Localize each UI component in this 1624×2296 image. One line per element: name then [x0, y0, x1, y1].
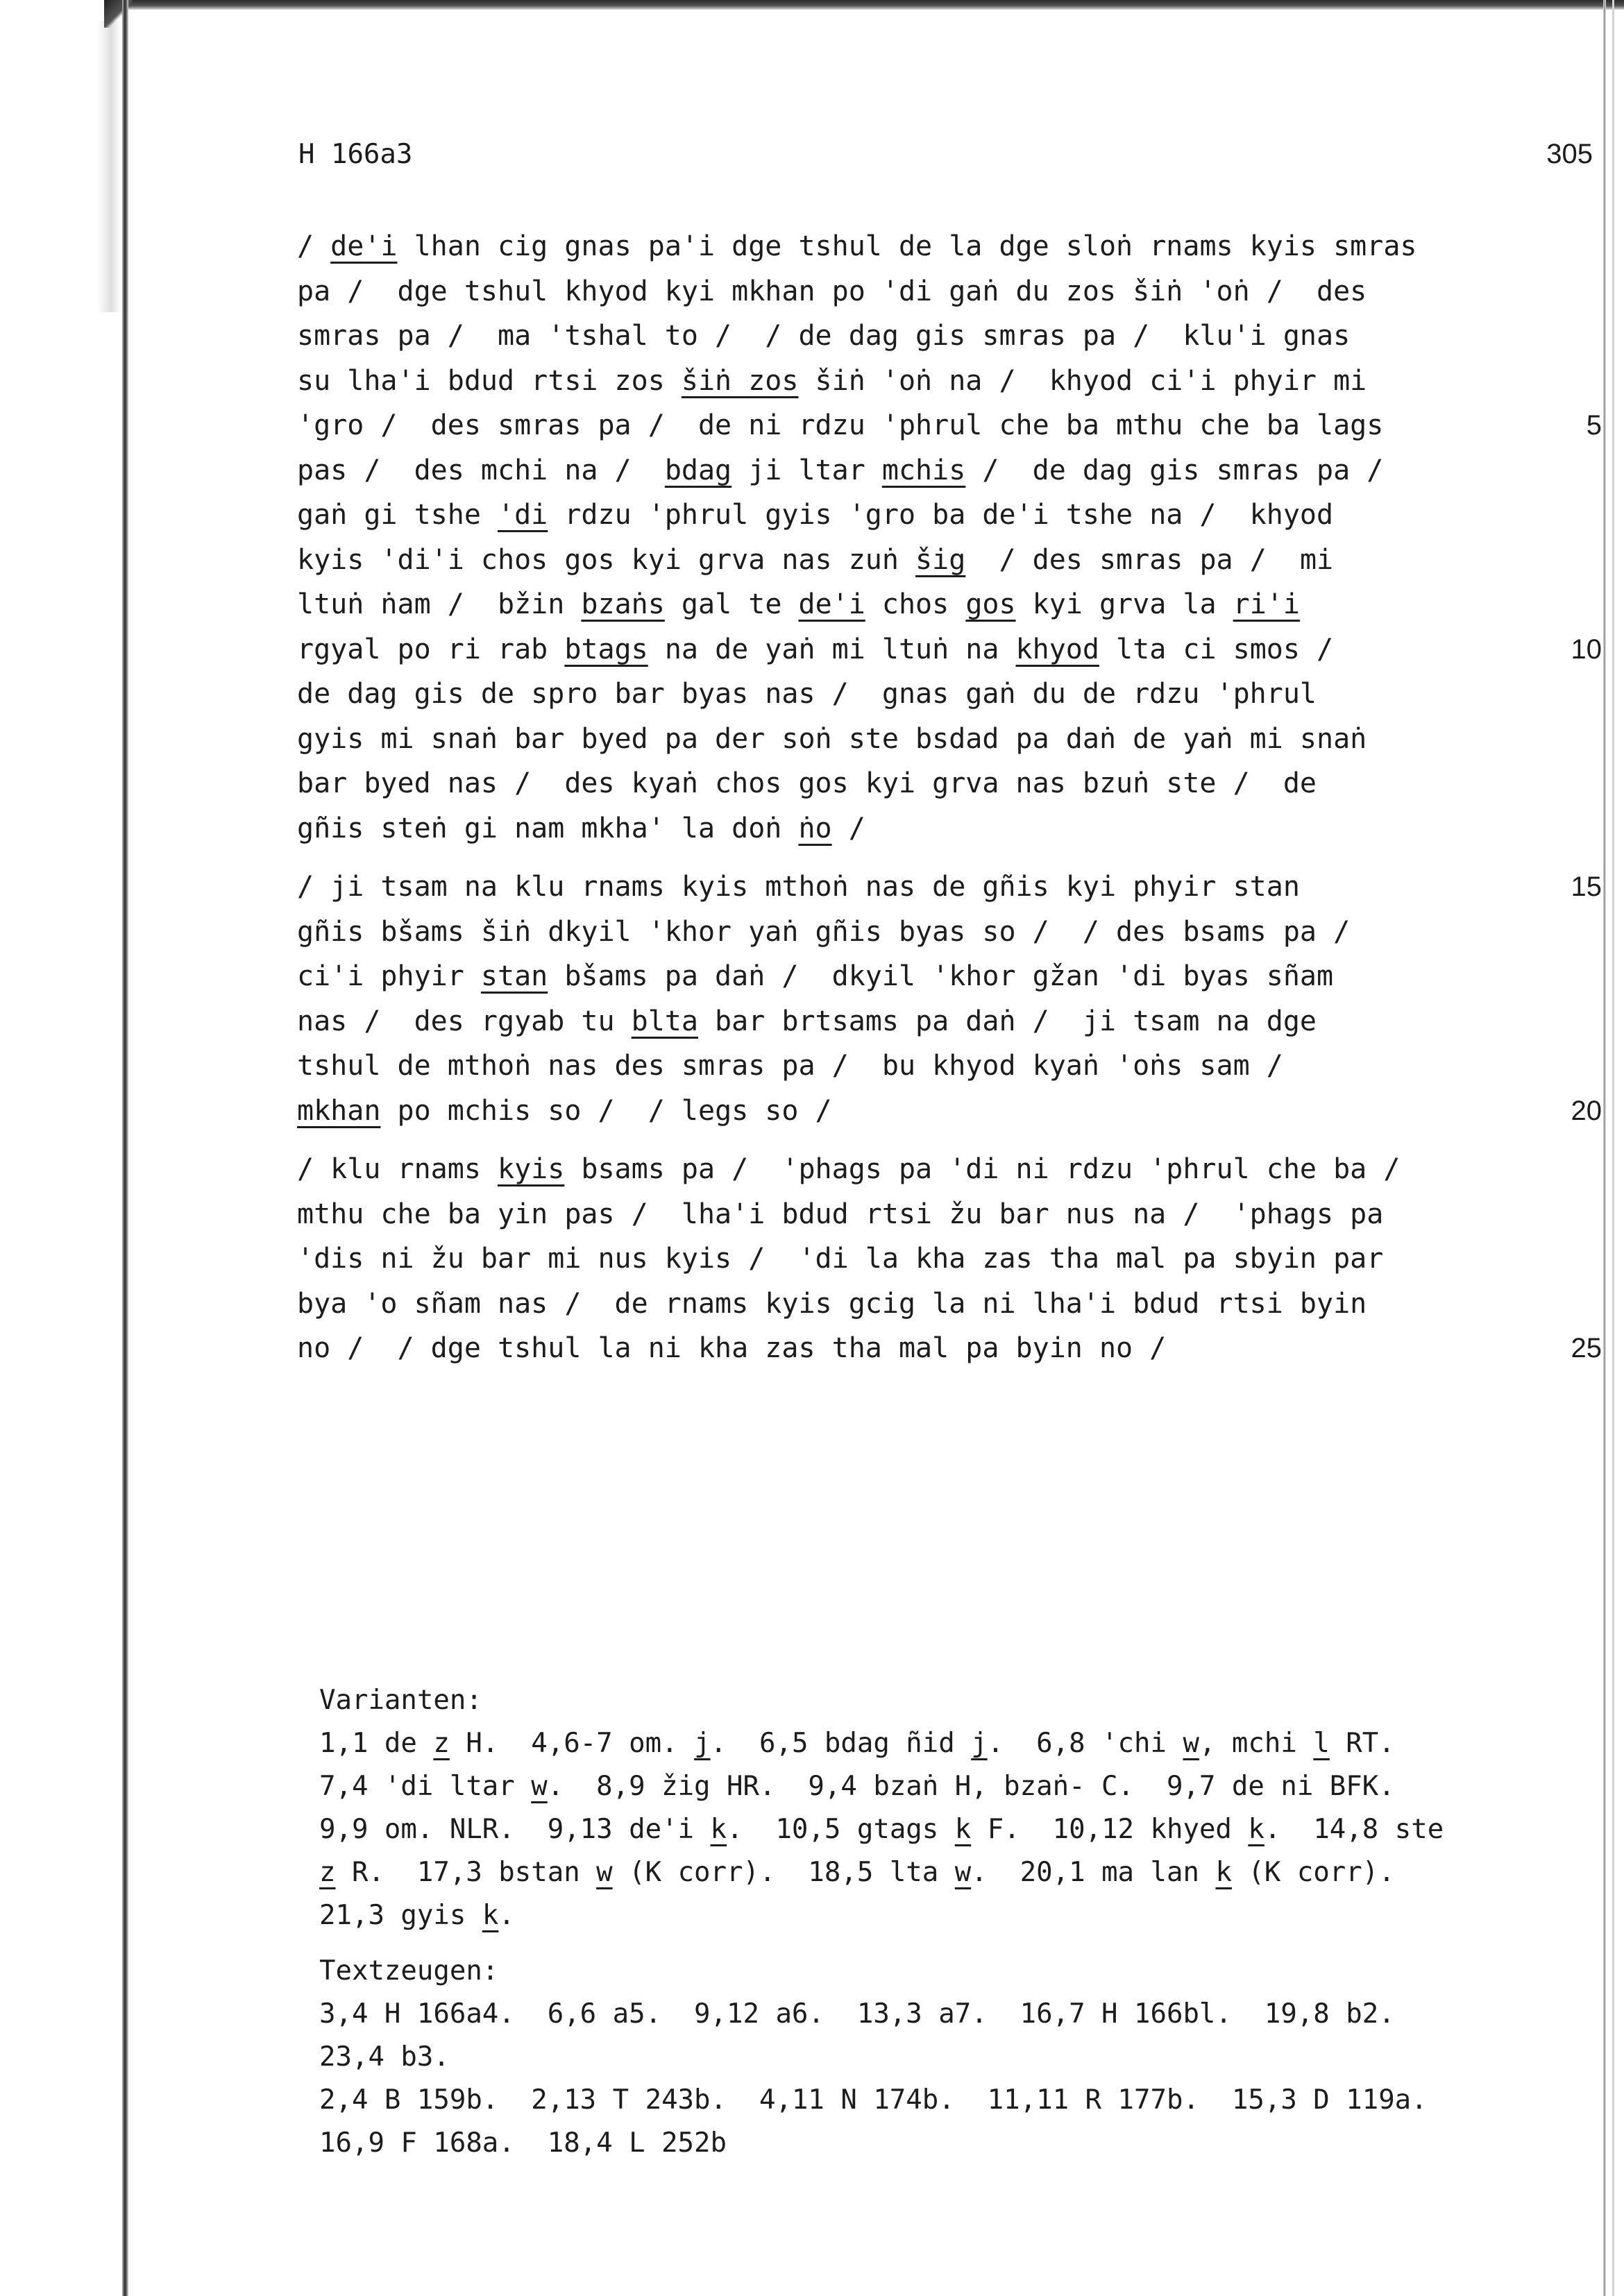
line-number: 5: [1586, 410, 1602, 441]
underlined-word: w: [954, 1857, 972, 1888]
text-run: F. 10,12 khyed: [971, 1814, 1249, 1845]
text-run: / ji tsam na klu rnams kyis mthoṅ nas de gñis kyi phyir stan: [297, 871, 1300, 903]
text-line: [297, 1326, 1602, 1371]
text-run: pas / des mchi na /: [297, 454, 665, 486]
text-run: , mchi: [1199, 1728, 1314, 1759]
underlined-word: w: [531, 1771, 548, 1802]
text-line: [297, 1282, 1519, 1327]
text-run: 23,4 b3.: [319, 2041, 450, 2073]
text-run: kyi grva la: [1015, 588, 1233, 620]
line-number: 15: [1571, 871, 1602, 902]
underlined-word: ri'i: [1233, 588, 1300, 620]
text-run: . 8,9 žig HR. 9,4 bzaṅ H, bzaṅ- C. 9,7 de ni BFK.: [547, 1771, 1395, 1802]
scan-right-edge-outer: [1612, 0, 1614, 2296]
underlined-word: j: [694, 1728, 711, 1759]
apparatus: [319, 1679, 1610, 2165]
text-run: /: [297, 230, 331, 262]
varianten-section: [319, 1679, 1610, 1937]
text-run: bya 'o sñam nas / de rnams kyis gcig la ni lha'i bdud rtsi byin: [297, 1287, 1367, 1320]
text-line: [297, 582, 1519, 627]
text-line: [297, 1089, 1602, 1134]
main-text: [297, 224, 1602, 1371]
text-line: [297, 403, 1602, 448]
text-run: de dag gis de spro bar byas nas / gnas gaṅ du de rdzu 'phrul: [297, 678, 1317, 710]
text-run: 2,4 B 159b. 2,13 T 243b. 4,11 N 174b. 11,11 R 177b. 15,3 D 119a.: [319, 2084, 1428, 2116]
text-run: 1,1 de: [319, 1728, 434, 1759]
note-line: [319, 1894, 1610, 1937]
text-line: [297, 672, 1519, 717]
text-run: no / / dge tshul la ni kha zas tha mal pa byin no /: [297, 1332, 1167, 1364]
note-line: [319, 1851, 1610, 1894]
underlined-word: bzaṅs: [581, 588, 665, 620]
underlined-word: šiṅ zos: [681, 364, 799, 397]
text-line: [297, 865, 1602, 910]
text-line: [297, 493, 1519, 538]
underlined-word: l: [1313, 1728, 1330, 1759]
text-line: [297, 314, 1519, 359]
text-line: [297, 999, 1519, 1044]
scan-top-edge: [104, 0, 1624, 10]
note-line: [319, 1808, 1610, 1851]
text-run: ltuṅ ṅam / bžin: [297, 588, 582, 620]
underlined-word: j: [971, 1728, 988, 1759]
text-line: [297, 1044, 1519, 1089]
underlined-word: z: [319, 1857, 336, 1888]
text-run: . 20,1 ma lan: [971, 1857, 1216, 1888]
text-run: RT.: [1329, 1728, 1395, 1759]
text-run: bšams pa daṅ / dkyil 'khor gžan 'di byas sñam: [548, 960, 1334, 992]
underlined-word: k: [954, 1814, 972, 1845]
text-run: 3,4 H 166a4. 6,6 a5. 9,12 a6. 13,3 a7. 16,7 H 166bl. 19,8 b2.: [319, 1998, 1395, 2030]
text-run: bar brtsams pa daṅ / ji tsam na dge: [697, 1005, 1317, 1037]
textzeugen-section: [319, 1950, 1610, 2165]
scan-left-edge: [122, 0, 128, 2296]
page-header: [298, 139, 1593, 180]
text-run: 'dis ni žu bar mi nus kyis / 'di la kha zas tha mal pa sbyin par: [297, 1243, 1384, 1275]
text-line: [297, 448, 1519, 493]
underlined-word: k: [1248, 1814, 1264, 1845]
text-run: na de yaṅ mi ltuṅ na: [648, 633, 1016, 665]
text-run: 21,3 gyis: [319, 1900, 482, 1931]
text-line: [297, 1192, 1519, 1237]
text-run: lta ci smos /: [1099, 633, 1334, 665]
scan-shadow: [97, 21, 121, 312]
text-run: gñis steṅ gi nam mkha' la doṅ: [297, 812, 799, 844]
folio-reference: H 166a3: [298, 139, 413, 170]
text-run: (K corr).: [1231, 1857, 1395, 1888]
text-run: gal te: [664, 588, 799, 620]
line-number: 25: [1571, 1333, 1602, 1363]
note-line: [319, 2036, 1610, 2079]
underlined-word: mchis: [881, 454, 966, 486]
textzeugen-heading: Textzeugen:: [319, 1955, 499, 1987]
line-number: 20: [1571, 1095, 1602, 1126]
text-run: šiṅ 'oṅ na / khyod ci'i phyir mi: [798, 364, 1367, 397]
text-run: / des smras pa / mi: [965, 543, 1334, 576]
text-run: mthu che ba yin pas / lha'i bdud rtsi žu bar nus na / 'phags pa: [297, 1198, 1384, 1230]
text-run: 16,9 F 168a. 18,4 L 252b: [319, 2127, 727, 2159]
underlined-word: k: [710, 1814, 727, 1845]
text-line: [297, 761, 1519, 806]
underlined-word: de'i: [330, 230, 398, 262]
text-run: lhan cig gnas pa'i dge tshul de la dge sloṅ rnams kyis smras: [397, 230, 1417, 262]
text-run: nas / des rgyab tu: [297, 1005, 632, 1037]
underlined-word: w: [596, 1857, 613, 1888]
underlined-word: bdag: [664, 454, 732, 486]
text-line: [297, 954, 1519, 999]
line-number: 10: [1571, 633, 1602, 665]
text-line: [297, 538, 1519, 583]
text-run: R. 17,3 bstan: [335, 1857, 597, 1888]
text-line: [297, 910, 1519, 955]
underlined-word: šig: [915, 543, 966, 576]
text-run: tshul de mthoṅ nas des smras pa / bu khyod kyaṅ 'oṅs sam /: [297, 1050, 1283, 1082]
underlined-word: ṅo: [798, 812, 832, 844]
underlined-word: z: [433, 1728, 450, 1759]
underlined-word: kyis: [497, 1153, 565, 1185]
underlined-word: khyod: [1015, 633, 1099, 665]
paragraph: [297, 224, 1602, 851]
varianten-heading: Varianten:: [319, 1685, 482, 1716]
underlined-word: w: [1183, 1728, 1199, 1759]
text-line: [297, 1147, 1519, 1192]
text-run: rgyal po ri rab: [297, 633, 565, 665]
underlined-word: k: [482, 1900, 499, 1931]
underlined-word: stan: [480, 960, 548, 992]
note-line: [319, 2122, 1610, 2165]
underlined-word: k: [1215, 1857, 1232, 1888]
text-run: 7,4 'di ltar: [319, 1771, 532, 1802]
text-run: 9,9 om. NLR. 9,13 de'i: [319, 1814, 711, 1845]
paragraph: [297, 1147, 1602, 1371]
text-run: gaṅ gi tshe: [297, 499, 498, 531]
text-line: [297, 717, 1519, 762]
text-run: . 6,8 'chi: [987, 1728, 1183, 1759]
text-run: gyis mi snaṅ bar byed pa der soṅ ste bsdad pa daṅ de yaṅ mi snaṅ: [297, 722, 1367, 755]
text-run: /: [831, 812, 865, 844]
text-run: . 10,5 gtags: [727, 1814, 955, 1845]
text-run: H. 4,6-7 om.: [449, 1728, 695, 1759]
text-run: chos: [865, 588, 966, 620]
note-line: [319, 1722, 1610, 1765]
textzeugen-lines: [319, 1993, 1610, 2165]
underlined-word: blta: [631, 1005, 698, 1037]
note-line: [319, 2079, 1610, 2122]
text-run: su lha'i bdud rtsi zos: [297, 364, 682, 397]
text-run: ji ltar: [731, 454, 882, 486]
text-run: . 6,5 bdag ñid: [710, 1728, 972, 1759]
text-line: [297, 1236, 1519, 1282]
underlined-word: btags: [564, 633, 648, 665]
text-run: (K corr). 18,5 lta: [612, 1857, 955, 1888]
underlined-word: mkhan: [297, 1094, 381, 1127]
underlined-word: gos: [965, 588, 1016, 620]
text-line: [297, 224, 1519, 269]
text-line: [297, 627, 1602, 672]
text-run: ci'i phyir: [297, 960, 481, 992]
text-run: / klu rnams: [297, 1153, 498, 1185]
note-line: [319, 1993, 1610, 2036]
text-run: rdzu 'phrul gyis 'gro ba de'i tshe na / khyod: [548, 499, 1334, 531]
text-run: pa / dge tshul khyod kyi mkhan po 'di gaṅ du zos šiṅ 'oṅ / des: [297, 275, 1367, 307]
varianten-lines: [319, 1722, 1610, 1937]
text-line: [297, 359, 1519, 404]
text-run: bsams pa / 'phags pa 'di ni rdzu 'phrul che ba /: [564, 1153, 1401, 1185]
text-run: 'gro / des smras pa / de ni rdzu 'phrul che ba mthu che ba lags: [297, 409, 1384, 441]
page-number: 305: [1546, 139, 1593, 169]
text-run: .: [498, 1900, 515, 1931]
text-run: gñis bšams šiṅ dkyil 'khor yaṅ gñis byas so / / des bsams pa /: [297, 915, 1351, 948]
text-run: / de dag gis smras pa /: [965, 454, 1384, 486]
paragraph: [297, 865, 1602, 1133]
text-run: po mchis so / / legs so /: [380, 1094, 832, 1127]
text-run: bar byed nas / des kyaṅ chos gos kyi grva nas bzuṅ ste / de: [297, 767, 1317, 799]
text-line: [297, 269, 1519, 314]
text-run: smras pa / ma 'tshal to / / de dag gis smras pa / klu'i gnas: [297, 320, 1351, 352]
text-line: [297, 806, 1519, 851]
note-line: [319, 1765, 1610, 1808]
underlined-word: 'di: [497, 499, 548, 531]
text-run: . 14,8 ste: [1264, 1814, 1444, 1845]
underlined-word: de'i: [798, 588, 865, 620]
text-run: kyis 'di'i chos gos kyi grva nas zuṅ: [297, 543, 916, 576]
